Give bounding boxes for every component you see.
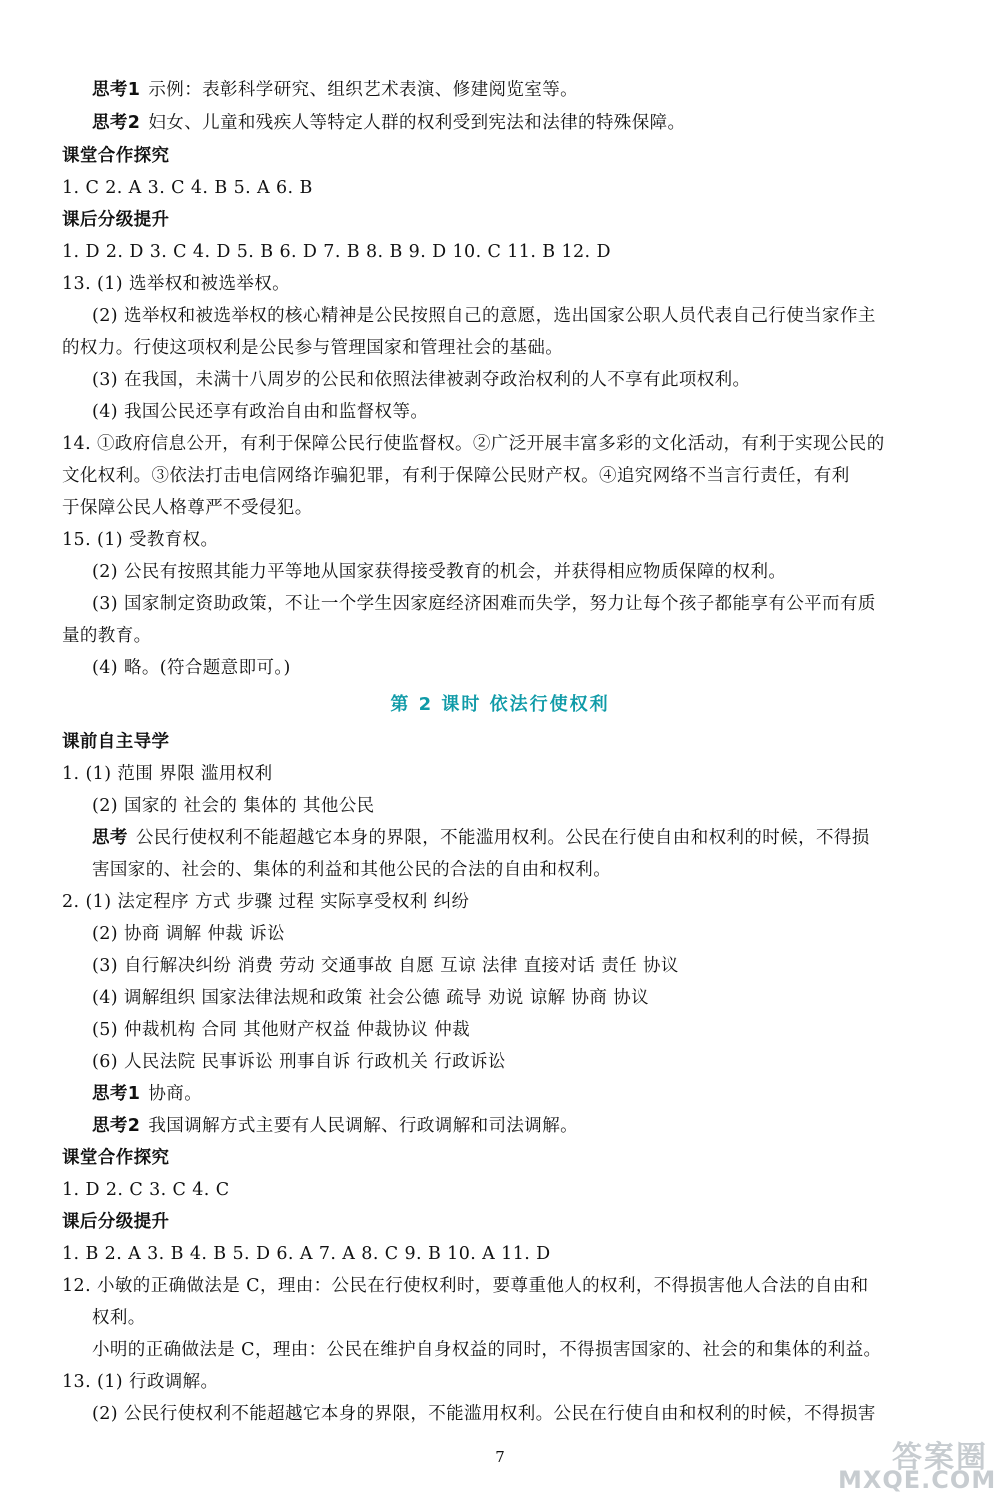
think1-text: 示例：表彰科学研究、组织艺术表演、修建阅览室等。	[148, 80, 578, 100]
q12-line1: 12. 小敏的正确做法是 C，理由：公民在行使权利时，要尊重他人的权利，不得损害他人合法的自由和	[62, 1276, 869, 1296]
q13-part3: (3) 在我国，未满十八周岁的公民和依照法律被剥夺政治权利的人不享有此项权利。	[92, 370, 751, 390]
think1-line	[92, 79, 578, 101]
s2-q1-part2: (2) 国家的 社会的 集体的 其他公民	[92, 796, 375, 816]
page-number: 7	[495, 1448, 505, 1466]
s2-q1-part1: 1. (1) 范围 界限 滥用权利	[62, 764, 273, 784]
q12-line3: 小明的正确做法是 C，理由：公民在维护自身权益的同时，不得损害国家的、社会的和集体的利益。	[92, 1340, 882, 1360]
s2-think2-text: 我国调解方式主要有人民调解、行政调解和司法调解。	[148, 1116, 578, 1136]
s2-think-line2: 害国家的、社会的、集体的利益和其他公民的合法的自由和权利。	[92, 860, 612, 880]
coop-answers-1: 1. C 2. A 3. C 4. B 5. A 6. B	[62, 178, 313, 198]
after-heading-2: 课后分级提升	[62, 1212, 170, 1232]
watermark-logo	[838, 1432, 997, 1494]
q15-part2: (2) 公民有按照其能力平等地从国家获得接受教育的机会，并获得相应物质保障的权利。	[92, 562, 787, 582]
coop-heading-1: 课堂合作探究	[62, 146, 170, 166]
after-answers-2: 1. B 2. A 3. B 4. B 5. D 6. A 7. A 8. C 9. B 10. A 11. D	[62, 1244, 551, 1264]
s2-q2-part4: (4) 调解组织 国家法律法规和政策 社会公德 疏导 劝说 谅解 协商 协议	[92, 988, 649, 1008]
q15-part4: (4) 略。(符合题意即可。)	[92, 658, 291, 678]
q15-part1: 15. (1) 受教育权。	[62, 530, 219, 550]
coop-heading-2: 课堂合作探究	[62, 1148, 170, 1168]
s2-think2-label: 思考2	[92, 1116, 141, 1136]
s2-think-line1	[92, 827, 870, 849]
q14-line1: 14. ①政府信息公开，有利于保障公民行使监督权。②广泛开展丰富多彩的文化活动，有利于实现公民的	[62, 434, 885, 454]
q14-line2: 文化权利。③依法打击电信网络诈骗犯罪，有利于保障公民财产权。④追究网络不当言行责任，有利	[62, 466, 850, 486]
s2-q2-part2: (2) 协商 调解 仲裁 诉讼	[92, 924, 286, 944]
coop-answers-2: 1. D 2. C 3. C 4. C	[62, 1180, 230, 1200]
q15-part3-line1: (3) 国家制定资助政策，不让一个学生因家庭经济困难而失学，努力让每个孩子都能享有公平而有质	[92, 594, 876, 614]
think1-label: 思考1	[92, 80, 141, 100]
s2-think1-line	[92, 1083, 202, 1105]
section-title: 第 2 课时 依法行使权利	[390, 694, 610, 715]
q14-line3: 于保障公民人格尊严不受侵犯。	[62, 498, 313, 518]
watermark-bottom: MXQE.COM	[838, 1466, 997, 1494]
s2-q2-part5: (5) 仲裁机构 合同 其他财产权益 仲裁协议 仲裁	[92, 1020, 471, 1040]
watermark-top: 答案圈	[892, 1440, 988, 1475]
s2-q13-part1: 13. (1) 行政调解。	[62, 1372, 219, 1392]
s2-think-text: 公民行使权利不能超越它本身的界限，不能滥用权利。公民在行使自由和权利的时候，不得损	[135, 828, 870, 848]
s2-q13-part2: (2) 公民行使权利不能超越它本身的界限，不能滥用权利。公民在行使自由和权利的时候，不得损害	[92, 1404, 876, 1424]
think2-line	[92, 112, 685, 134]
think2-text: 妇女、儿童和残疾人等特定人群的权利受到宪法和法律的特殊保障。	[148, 113, 686, 133]
q13-part2-line2: 的权力。行使这项权利是公民参与管理国家和管理社会的基础。	[62, 338, 564, 358]
after-heading-1: 课后分级提升	[62, 210, 170, 230]
q15-part3-line2: 量的教育。	[62, 626, 152, 646]
think2-label: 思考2	[92, 113, 141, 133]
q13-part4: (4) 我国公民还享有政治自由和监督权等。	[92, 402, 429, 422]
pre-heading: 课前自主导学	[62, 732, 170, 752]
s2-q2-part3: (3) 自行解决纠纷 消费 劳动 交通事故 自愿 互谅 法律 直接对话 责任 协议	[92, 956, 679, 976]
s2-q2-part1: 2. (1) 法定程序 方式 步骤 过程 实际享受权利 纠纷	[62, 892, 470, 912]
s2-think1-text: 协商。	[148, 1084, 203, 1104]
after-answers-1: 1. D 2. D 3. C 4. D 5. B 6. D 7. B 8. B 9. D 10. C 11. B 12. D	[62, 242, 611, 262]
s2-think-label: 思考	[92, 828, 128, 848]
q13-part2-line1: (2) 选举权和被选举权的核心精神是公民按照自己的意愿，选出国家公职人员代表自己行使当家作主	[92, 306, 876, 326]
s2-think1-label: 思考1	[92, 1084, 141, 1104]
q13-part1: 13. (1) 选举权和被选举权。	[62, 274, 291, 294]
s2-think2-line	[92, 1115, 578, 1137]
s2-q2-part6: (6) 人民法院 民事诉讼 刑事自诉 行政机关 行政诉讼	[92, 1052, 506, 1072]
q12-line2: 权利。	[92, 1308, 146, 1328]
